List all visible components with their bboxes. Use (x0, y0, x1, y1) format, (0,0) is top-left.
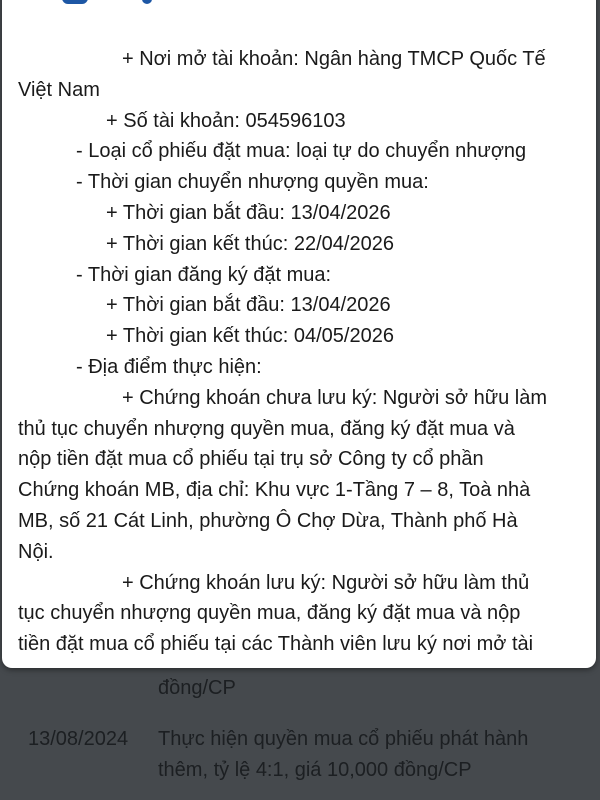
content-line: + Thời gian kết thúc: 04/05/2026 (106, 325, 394, 348)
content-line: + Nơi mở tài khoản: Ngân hàng TMCP Quốc Tế (122, 48, 546, 70)
content-line: + Thời gian bắt đầu: 13/04/2026 (106, 294, 391, 317)
content-line: + Số tài khoản: 054596103 (106, 109, 346, 132)
content-line: tiền đặt mua cổ phiếu tại các Thành viên lưu ký nơi mở tài (18, 633, 534, 656)
content-line: - Thời gian đăng ký đặt mua: (76, 263, 332, 286)
content-line: + Chứng khoán lưu ký: Người sở hữu làm thủ (122, 571, 530, 594)
content-line: Việt Nam (18, 78, 100, 101)
content-line: + Thời gian bắt đầu: 13/04/2026 (106, 201, 391, 224)
popup-title-fragment (62, 0, 88, 4)
content-line: tục chuyển nhượng quyền mua, đăng ký đặt mua và nộp (18, 602, 521, 625)
row-description-line: thêm, tỷ lệ 4:1, giá 10,000 đồng/CP (158, 759, 472, 781)
popup-content (18, 44, 547, 660)
content-line: thủ tục chuyển nhượng quyền mua, đăng ký đặt mua và (18, 417, 515, 440)
content-line: MB, số 21 Cát Linh, phường Ô Chợ Dừa, Thành phố Hà (18, 509, 518, 532)
content-line: + Thời gian kết thúc: 22/04/2026 (106, 232, 394, 255)
content-line: + Chứng khoán chưa lưu ký: Người sở hữu làm (122, 386, 548, 409)
content-line: - Loại cổ phiếu đặt mua: loại tự do chuyển nhượng (76, 140, 527, 163)
popup-title-fragment (142, 0, 152, 4)
row-date: 13/08/2024 (28, 728, 129, 750)
content-line: nộp tiền đặt mua cổ phiếu tại trụ sở Công ty cổ phần (18, 448, 484, 471)
content-line: Chứng khoán MB, địa chỉ: Khu vực 1-Tầng 7 – 8, Toà nhà (18, 479, 531, 502)
row-description-line: Thực hiện quyền mua cổ phiếu phát hành (158, 728, 529, 750)
content-line: - Địa điểm thực hiện: (76, 355, 262, 378)
content-line: Nội. (18, 540, 54, 563)
content-line: - Thời gian chuyển nhượng quyền mua: (76, 171, 429, 194)
row-description-tail: đồng/CP (158, 677, 236, 699)
event-detail-popup[interactable] (2, 0, 596, 668)
